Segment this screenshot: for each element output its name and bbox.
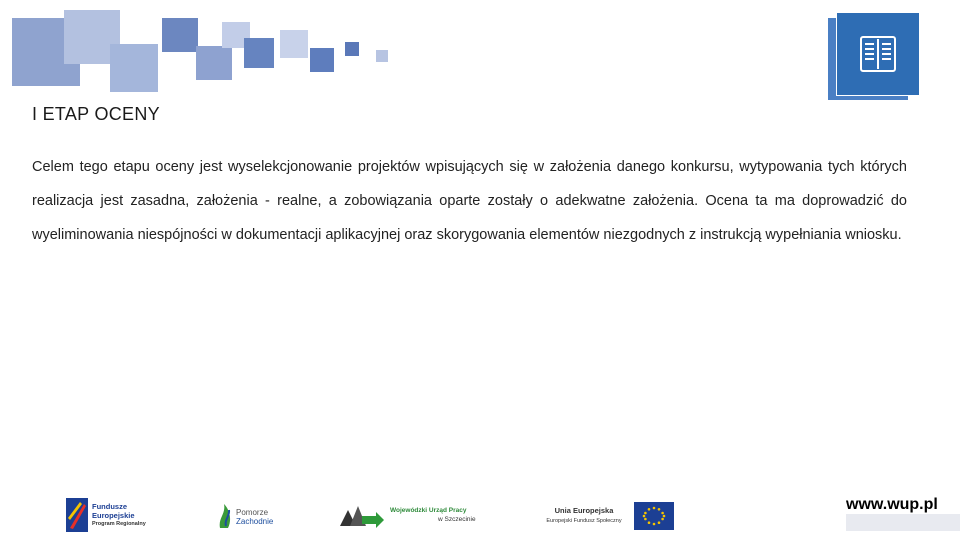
logo-line: Europejski Fundusz Społeczny <box>546 518 622 524</box>
decor-square <box>280 30 308 58</box>
wup-logo <box>338 498 483 534</box>
header-icon-box-front <box>836 12 920 96</box>
decor-square <box>345 42 359 56</box>
logo-line: Zachodnie <box>236 517 274 526</box>
fe-flag-icon <box>66 498 88 532</box>
logo-line: Europejskie <box>92 511 135 520</box>
decor-square <box>376 50 388 62</box>
pomorze-zachodnie-logo <box>216 498 282 534</box>
logo-line: Unia Europejska <box>554 506 614 515</box>
logo-line: w Szczecinie <box>438 516 476 523</box>
slide-body <box>32 150 907 252</box>
website-link[interactable]: www.wup.pl <box>846 496 960 514</box>
slide-title: I ETAP OCENY <box>32 104 160 124</box>
eu-flag-icon <box>634 502 674 530</box>
logo-line: Fundusze <box>92 502 127 511</box>
body-paragraph: Celem tego etapu oceny jest wyselekcjonowanie projektów wpisujących się w założenia danego konkursu, wytypowania tych których realizacja jest zasadna, założenia - realne, a zobowiązania oparte zostały o adekwatne założenia. Ocena ta ma doprowadzić do wyeliminowania niespójności w dokumentacji aplikacyjnej oraz skorygowania elementów niezgodnych z instrukcją wypełniania wniosku. <box>32 159 907 243</box>
logo-line: Pomorze <box>236 508 269 517</box>
unia-europejska-logo <box>540 498 676 534</box>
logo-line: Program Regionalny <box>92 521 146 527</box>
book-icon <box>837 13 919 95</box>
decor-square <box>310 48 334 72</box>
decor-square <box>110 44 158 92</box>
decor-square <box>162 18 198 52</box>
wup-icon <box>338 502 384 530</box>
decor-square <box>196 46 232 80</box>
logo-line: Wojewódzki Urząd Pracy <box>390 507 467 514</box>
pomorze-icon <box>216 500 236 530</box>
decor-square <box>244 38 274 68</box>
fundusze-europejskie-logo <box>66 498 166 534</box>
